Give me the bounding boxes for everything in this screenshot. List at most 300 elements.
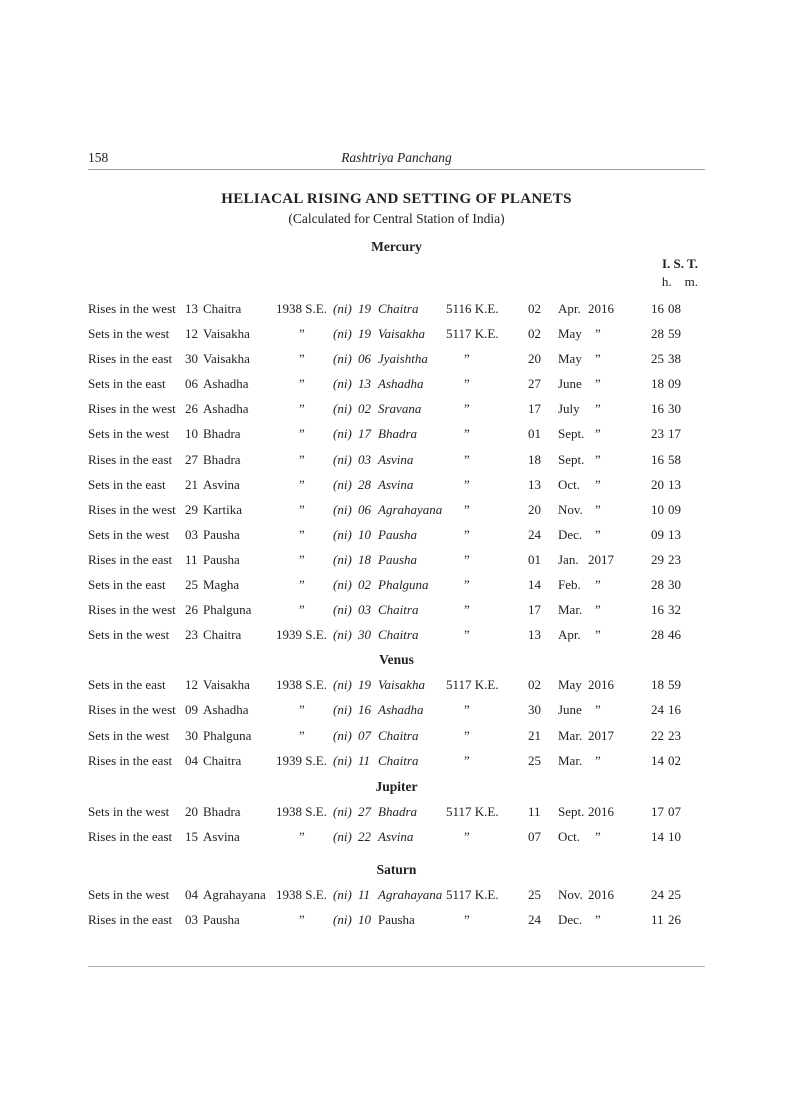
gregorian-year: ”: [595, 501, 601, 517]
table-row: [88, 527, 705, 552]
event-label: Rises in the east: [88, 911, 173, 927]
kali-month: Phalguna: [378, 577, 429, 593]
time-minutes: 59: [668, 326, 681, 342]
kali-month: Chaitra: [378, 752, 419, 768]
event-label: Rises in the west: [88, 602, 176, 618]
saka-day: 25: [185, 577, 198, 593]
saka-day: 27: [185, 451, 198, 467]
gregorian-day: 02: [528, 677, 541, 693]
kali-month: Pausha: [378, 551, 417, 567]
time-hours: 28: [651, 577, 664, 593]
saka-era: ”: [299, 351, 305, 367]
time-minutes: 26: [668, 911, 681, 927]
saka-day: 04: [185, 752, 198, 768]
kali-day: 19: [358, 677, 371, 693]
time-minutes: 30: [668, 577, 681, 593]
gregorian-month: July: [558, 401, 580, 417]
planet-heading: Mercury: [371, 239, 422, 254]
running-title: Rashtriya Panchang: [341, 150, 452, 165]
saka-month: Bhadra: [203, 451, 241, 467]
gregorian-day: 13: [528, 627, 541, 643]
gregorian-year: ”: [595, 702, 601, 718]
saka-era: ”: [299, 476, 305, 492]
saka-day: 03: [185, 911, 198, 927]
saka-month: Ashadha: [203, 702, 249, 718]
kali-day: 22: [358, 828, 371, 844]
gregorian-day: 30: [528, 702, 541, 718]
kali-era: ”: [464, 476, 470, 492]
kali-month: Asvina: [378, 451, 414, 467]
gregorian-day: 25: [528, 752, 541, 768]
saka-era: 1939 S.E.: [276, 752, 327, 768]
kali-month: Asvina: [378, 476, 414, 492]
gregorian-year: ”: [595, 401, 601, 417]
kali-month: Ashadha: [378, 702, 424, 718]
event-label: Rises in the east: [88, 451, 173, 467]
gregorian-month: Mar.: [558, 752, 583, 768]
table-row: [88, 577, 705, 602]
saka-month: Bhadra: [203, 426, 241, 442]
gregorian-month: Oct.: [558, 476, 581, 492]
saka-day: 29: [185, 501, 198, 517]
kali-month: Chaitra: [378, 602, 419, 618]
gregorian-day: 25: [528, 886, 541, 902]
gregorian-day: 02: [528, 326, 541, 342]
time-hours: 29: [651, 551, 664, 567]
ni-marker: (ni): [333, 451, 352, 467]
planet-heading: Saturn: [376, 861, 417, 877]
time-hours: 25: [651, 351, 664, 367]
time-hours: 10: [651, 501, 664, 517]
saka-era: ”: [299, 501, 305, 517]
time-minutes: 32: [668, 602, 681, 618]
running-header: [88, 150, 705, 170]
kali-month: Ashadha: [378, 376, 424, 392]
time-minutes: 10: [668, 828, 681, 844]
table-row: [88, 887, 705, 912]
saka-era: ”: [299, 426, 305, 442]
kali-era: ”: [464, 501, 470, 517]
planet-section: [88, 652, 705, 777]
time-minutes: 23: [668, 551, 681, 567]
gregorian-month: Nov.: [558, 501, 583, 517]
saka-era: ”: [299, 526, 305, 542]
gregorian-year: ”: [595, 526, 601, 542]
gregorian-day: 18: [528, 451, 541, 467]
ni-marker: (ni): [333, 501, 352, 517]
event-label: Rises in the west: [88, 301, 176, 316]
gregorian-year: ”: [595, 752, 601, 768]
saka-era: ”: [299, 401, 305, 417]
kali-era: ”: [464, 577, 470, 593]
gregorian-month: Sept.: [558, 451, 585, 467]
kali-day: 03: [358, 602, 371, 618]
ni-marker: (ni): [333, 828, 352, 844]
saka-month: Vaisakha: [203, 677, 250, 693]
ni-marker: (ni): [333, 803, 352, 819]
time-minutes: 07: [668, 803, 681, 819]
kali-day: 03: [358, 451, 371, 467]
saka-month: Phalguna: [203, 602, 252, 618]
kali-day: 11: [358, 752, 371, 768]
saka-era: ”: [299, 727, 305, 743]
gregorian-month: Dec.: [558, 911, 583, 927]
gregorian-year: ”: [595, 911, 601, 927]
time-hours: 14: [651, 752, 664, 768]
ni-marker: (ni): [333, 627, 352, 643]
saka-day: 15: [185, 828, 198, 844]
gregorian-year: ”: [595, 451, 601, 467]
saka-day: 06: [185, 376, 198, 392]
kali-month: Chaitra: [378, 727, 419, 743]
saka-era: 1938 S.E.: [276, 677, 327, 693]
event-label: Sets in the west: [88, 526, 170, 542]
table-row: [88, 804, 705, 829]
saka-day: 03: [185, 526, 198, 542]
ist-header: [662, 256, 698, 289]
section-rows: [88, 301, 705, 652]
saka-era: ”: [299, 551, 305, 567]
ni-marker: (ni): [333, 602, 352, 618]
saka-era: 1938 S.E.: [276, 301, 327, 316]
time-minutes: 23: [668, 727, 681, 743]
event-label: Rises in the west: [88, 702, 176, 718]
saka-day: 04: [185, 886, 198, 902]
gregorian-month: Feb.: [558, 577, 581, 593]
kali-era: ”: [464, 451, 470, 467]
time-minutes: 46: [668, 627, 681, 643]
table-row: [88, 502, 705, 527]
section-rows: [88, 677, 705, 777]
time-hours: 16: [651, 451, 664, 467]
time-minutes: 17: [668, 426, 681, 442]
gregorian-month: Mar.: [558, 602, 583, 618]
event-label: Sets in the east: [88, 476, 166, 492]
gregorian-month: Dec.: [558, 526, 583, 542]
time-hours: 22: [651, 727, 664, 743]
planet-section: [88, 779, 705, 854]
saka-era: ”: [299, 326, 305, 342]
bottom-rule: [88, 966, 705, 967]
gregorian-year: 2016: [588, 677, 614, 693]
saka-era: 1938 S.E.: [276, 886, 327, 902]
section-rows: [88, 887, 705, 937]
kali-day: 11: [358, 886, 371, 902]
gregorian-month: Apr.: [558, 301, 581, 316]
hours-abbr: h.: [661, 274, 672, 289]
saka-month: Chaitra: [203, 627, 242, 643]
kali-era: 5117 K.E.: [446, 803, 499, 819]
saka-day: 23: [185, 627, 198, 643]
gregorian-year: ”: [595, 376, 601, 392]
kali-month: Bhadra: [378, 803, 417, 819]
time-hours: 23: [651, 426, 664, 442]
event-label: Sets in the west: [88, 727, 170, 743]
planet-section: [88, 239, 705, 652]
time-hours: 28: [651, 326, 664, 342]
gregorian-day: 02: [528, 301, 541, 316]
saka-month: Bhadra: [203, 803, 241, 819]
time-hours: 28: [651, 627, 664, 643]
planet-sections: [88, 239, 705, 937]
saka-era: ”: [299, 376, 305, 392]
gregorian-day: 24: [528, 911, 541, 927]
time-hours: 20: [651, 476, 664, 492]
kali-month: Chaitra: [378, 301, 419, 316]
time-hours: 18: [651, 376, 664, 392]
gregorian-month: May: [558, 326, 582, 342]
gregorian-day: 21: [528, 727, 541, 743]
saka-era: ”: [299, 451, 305, 467]
table-row: [88, 702, 705, 727]
saka-day: 21: [185, 476, 198, 492]
gregorian-day: 20: [528, 351, 541, 367]
kali-month: Chaitra: [378, 627, 419, 643]
kali-era: 5117 K.E.: [446, 326, 499, 342]
gregorian-day: 24: [528, 526, 541, 542]
kali-era: ”: [464, 752, 470, 768]
table-row: [88, 376, 705, 401]
table-row: [88, 753, 705, 778]
saka-day: 26: [185, 602, 198, 618]
time-minutes: 02: [668, 752, 681, 768]
gregorian-year: 2016: [588, 803, 614, 819]
kali-era: ”: [464, 426, 470, 442]
kali-era: 5117 K.E.: [446, 677, 499, 693]
ni-marker: (ni): [333, 752, 352, 768]
time-minutes: 13: [668, 476, 681, 492]
table-row: [88, 301, 705, 326]
time-minutes: 58: [668, 451, 681, 467]
time-minutes: 13: [668, 526, 681, 542]
time-minutes: 25: [668, 886, 681, 902]
gregorian-month: Mar.: [558, 727, 583, 743]
section-rows: [88, 804, 705, 854]
gregorian-month: Jan.: [558, 551, 579, 567]
saka-era: ”: [299, 602, 305, 618]
gregorian-month: Nov.: [558, 886, 583, 902]
saka-month: Agrahayana: [203, 886, 266, 902]
gregorian-day: 27: [528, 376, 541, 392]
saka-month: Magha: [203, 577, 240, 593]
kali-era: 5117 K.E.: [446, 886, 499, 902]
ni-marker: (ni): [333, 351, 352, 367]
ni-marker: (ni): [333, 376, 352, 392]
saka-era: ”: [299, 577, 305, 593]
gregorian-month: Oct.: [558, 828, 581, 844]
kali-day: 06: [358, 351, 371, 367]
event-label: Sets in the west: [88, 426, 170, 442]
table-row: [88, 728, 705, 753]
saka-month: Asvina: [203, 828, 240, 844]
table-row: [88, 351, 705, 376]
gregorian-month: May: [558, 351, 582, 367]
event-label: Sets in the east: [88, 677, 166, 693]
kali-month: Vaisakha: [378, 326, 425, 342]
ni-marker: (ni): [333, 911, 352, 927]
document-subtitle: (Calculated for Central Station of India): [288, 211, 505, 226]
gregorian-month: Apr.: [558, 627, 581, 643]
kali-day: 10: [358, 526, 371, 542]
kali-era: ”: [464, 828, 470, 844]
table-row: [88, 677, 705, 702]
kali-era: ”: [464, 526, 470, 542]
saka-month: Pausha: [203, 551, 240, 567]
gregorian-year: ”: [595, 326, 601, 342]
ni-marker: (ni): [333, 326, 352, 342]
kali-month: Pausha: [378, 911, 415, 927]
kali-day: 13: [358, 376, 371, 392]
saka-month: Phalguna: [203, 727, 252, 743]
table-row: [88, 912, 705, 937]
table-row: [88, 401, 705, 426]
table-row: [88, 426, 705, 451]
saka-era: 1939 S.E.: [276, 627, 327, 643]
saka-day: 20: [185, 803, 198, 819]
time-minutes: 09: [668, 501, 681, 517]
saka-month: Pausha: [203, 526, 240, 542]
kali-day: 17: [358, 426, 371, 442]
gregorian-month: June: [558, 702, 582, 718]
time-minutes: 08: [668, 301, 681, 316]
ni-marker: (ni): [333, 702, 352, 718]
ni-marker: (ni): [333, 727, 352, 743]
kali-era: ”: [464, 551, 470, 567]
time-hours: 17: [651, 803, 664, 819]
event-label: Rises in the east: [88, 351, 173, 367]
time-hours: 18: [651, 677, 664, 693]
saka-month: Vaisakha: [203, 351, 250, 367]
gregorian-day: 01: [528, 426, 541, 442]
kali-era: ”: [464, 727, 470, 743]
event-label: Rises in the west: [88, 401, 176, 417]
kali-day: 19: [358, 326, 371, 342]
event-label: Sets in the west: [88, 803, 170, 819]
time-hours: 16: [651, 602, 664, 618]
event-label: Rises in the east: [88, 752, 173, 768]
gregorian-year: ”: [595, 426, 601, 442]
gregorian-year: ”: [595, 577, 601, 593]
kali-day: 02: [358, 401, 371, 417]
kali-month: Agrahayana: [378, 501, 443, 517]
kali-era: ”: [464, 702, 470, 718]
gregorian-year: ”: [595, 476, 601, 492]
time-minutes: 38: [668, 351, 681, 367]
ni-marker: (ni): [333, 401, 352, 417]
kali-era: ”: [464, 627, 470, 643]
saka-day: 11: [185, 551, 198, 567]
ni-marker: (ni): [333, 476, 352, 492]
table-row: [88, 627, 705, 652]
gregorian-year: ”: [595, 351, 601, 367]
document-title: HELIACAL RISING AND SETTING OF PLANETS: [221, 191, 572, 207]
kali-day: 10: [358, 911, 371, 927]
event-label: Sets in the east: [88, 577, 166, 593]
table-row: [88, 452, 705, 477]
kali-day: 19: [358, 301, 371, 316]
gregorian-day: 20: [528, 501, 541, 517]
time-hours: 14: [651, 828, 664, 844]
kali-day: 02: [358, 577, 371, 593]
saka-day: 09: [185, 702, 198, 718]
gregorian-year: ”: [595, 828, 601, 844]
event-label: Rises in the east: [88, 551, 173, 567]
saka-day: 10: [185, 426, 198, 442]
ni-marker: (ni): [333, 426, 352, 442]
time-minutes: 30: [668, 401, 681, 417]
saka-day: 13: [185, 301, 198, 316]
time-hours: 11: [651, 911, 664, 927]
table-row: [88, 326, 705, 351]
gregorian-month: Sept.: [558, 803, 585, 819]
kali-day: 28: [358, 476, 371, 492]
kali-day: 06: [358, 501, 371, 517]
kali-era: ”: [464, 351, 470, 367]
page: [88, 0, 705, 967]
saka-day: 30: [185, 351, 198, 367]
ni-marker: (ni): [333, 677, 352, 693]
kali-day: 07: [358, 727, 371, 743]
gregorian-year: 2016: [588, 301, 614, 316]
kali-month: Vaisakha: [378, 677, 425, 693]
saka-month: Kartika: [203, 501, 242, 517]
table-row: [88, 829, 705, 854]
gregorian-year: ”: [595, 627, 601, 643]
gregorian-day: 11: [528, 803, 541, 819]
planet-heading: Venus: [379, 652, 414, 668]
kali-month: Agrahayana: [378, 886, 443, 902]
time-hours: 24: [651, 886, 664, 902]
gregorian-day: 13: [528, 476, 541, 492]
kali-month: Sravana: [378, 401, 422, 417]
kali-era: ”: [464, 401, 470, 417]
gregorian-month: May: [558, 677, 582, 693]
gregorian-day: 01: [528, 551, 541, 567]
table-row: [88, 552, 705, 577]
kali-month: Jyaishtha: [378, 351, 428, 367]
time-hours: 16: [651, 301, 664, 316]
kali-era: 5116 K.E.: [446, 301, 499, 316]
minutes-abbr: m.: [684, 274, 698, 289]
kali-day: 18: [358, 551, 371, 567]
saka-era: ”: [299, 911, 305, 927]
event-label: Rises in the west: [88, 501, 176, 517]
planet-section: [88, 862, 705, 937]
saka-month: Pausha: [203, 911, 240, 927]
kali-day: 30: [358, 627, 371, 643]
time-hours: 09: [651, 526, 664, 542]
table-row: [88, 477, 705, 502]
time-hours: 16: [651, 401, 664, 417]
saka-era: 1938 S.E.: [276, 803, 327, 819]
kali-month: Asvina: [378, 828, 414, 844]
saka-month: Vaisakha: [203, 326, 250, 342]
event-label: Sets in the east: [88, 376, 166, 392]
kali-era: ”: [464, 602, 470, 618]
event-label: Sets in the west: [88, 627, 170, 643]
saka-day: 12: [185, 326, 198, 342]
saka-month: Chaitra: [203, 752, 242, 768]
gregorian-month: Sept.: [558, 426, 585, 442]
saka-era: ”: [299, 828, 305, 844]
kali-month: Pausha: [378, 526, 417, 542]
event-label: Sets in the west: [88, 326, 170, 342]
time-minutes: 16: [668, 702, 681, 718]
ni-marker: (ni): [333, 886, 352, 902]
table-row: [88, 602, 705, 627]
gregorian-year: 2016: [588, 886, 614, 902]
gregorian-day: 14: [528, 577, 541, 593]
